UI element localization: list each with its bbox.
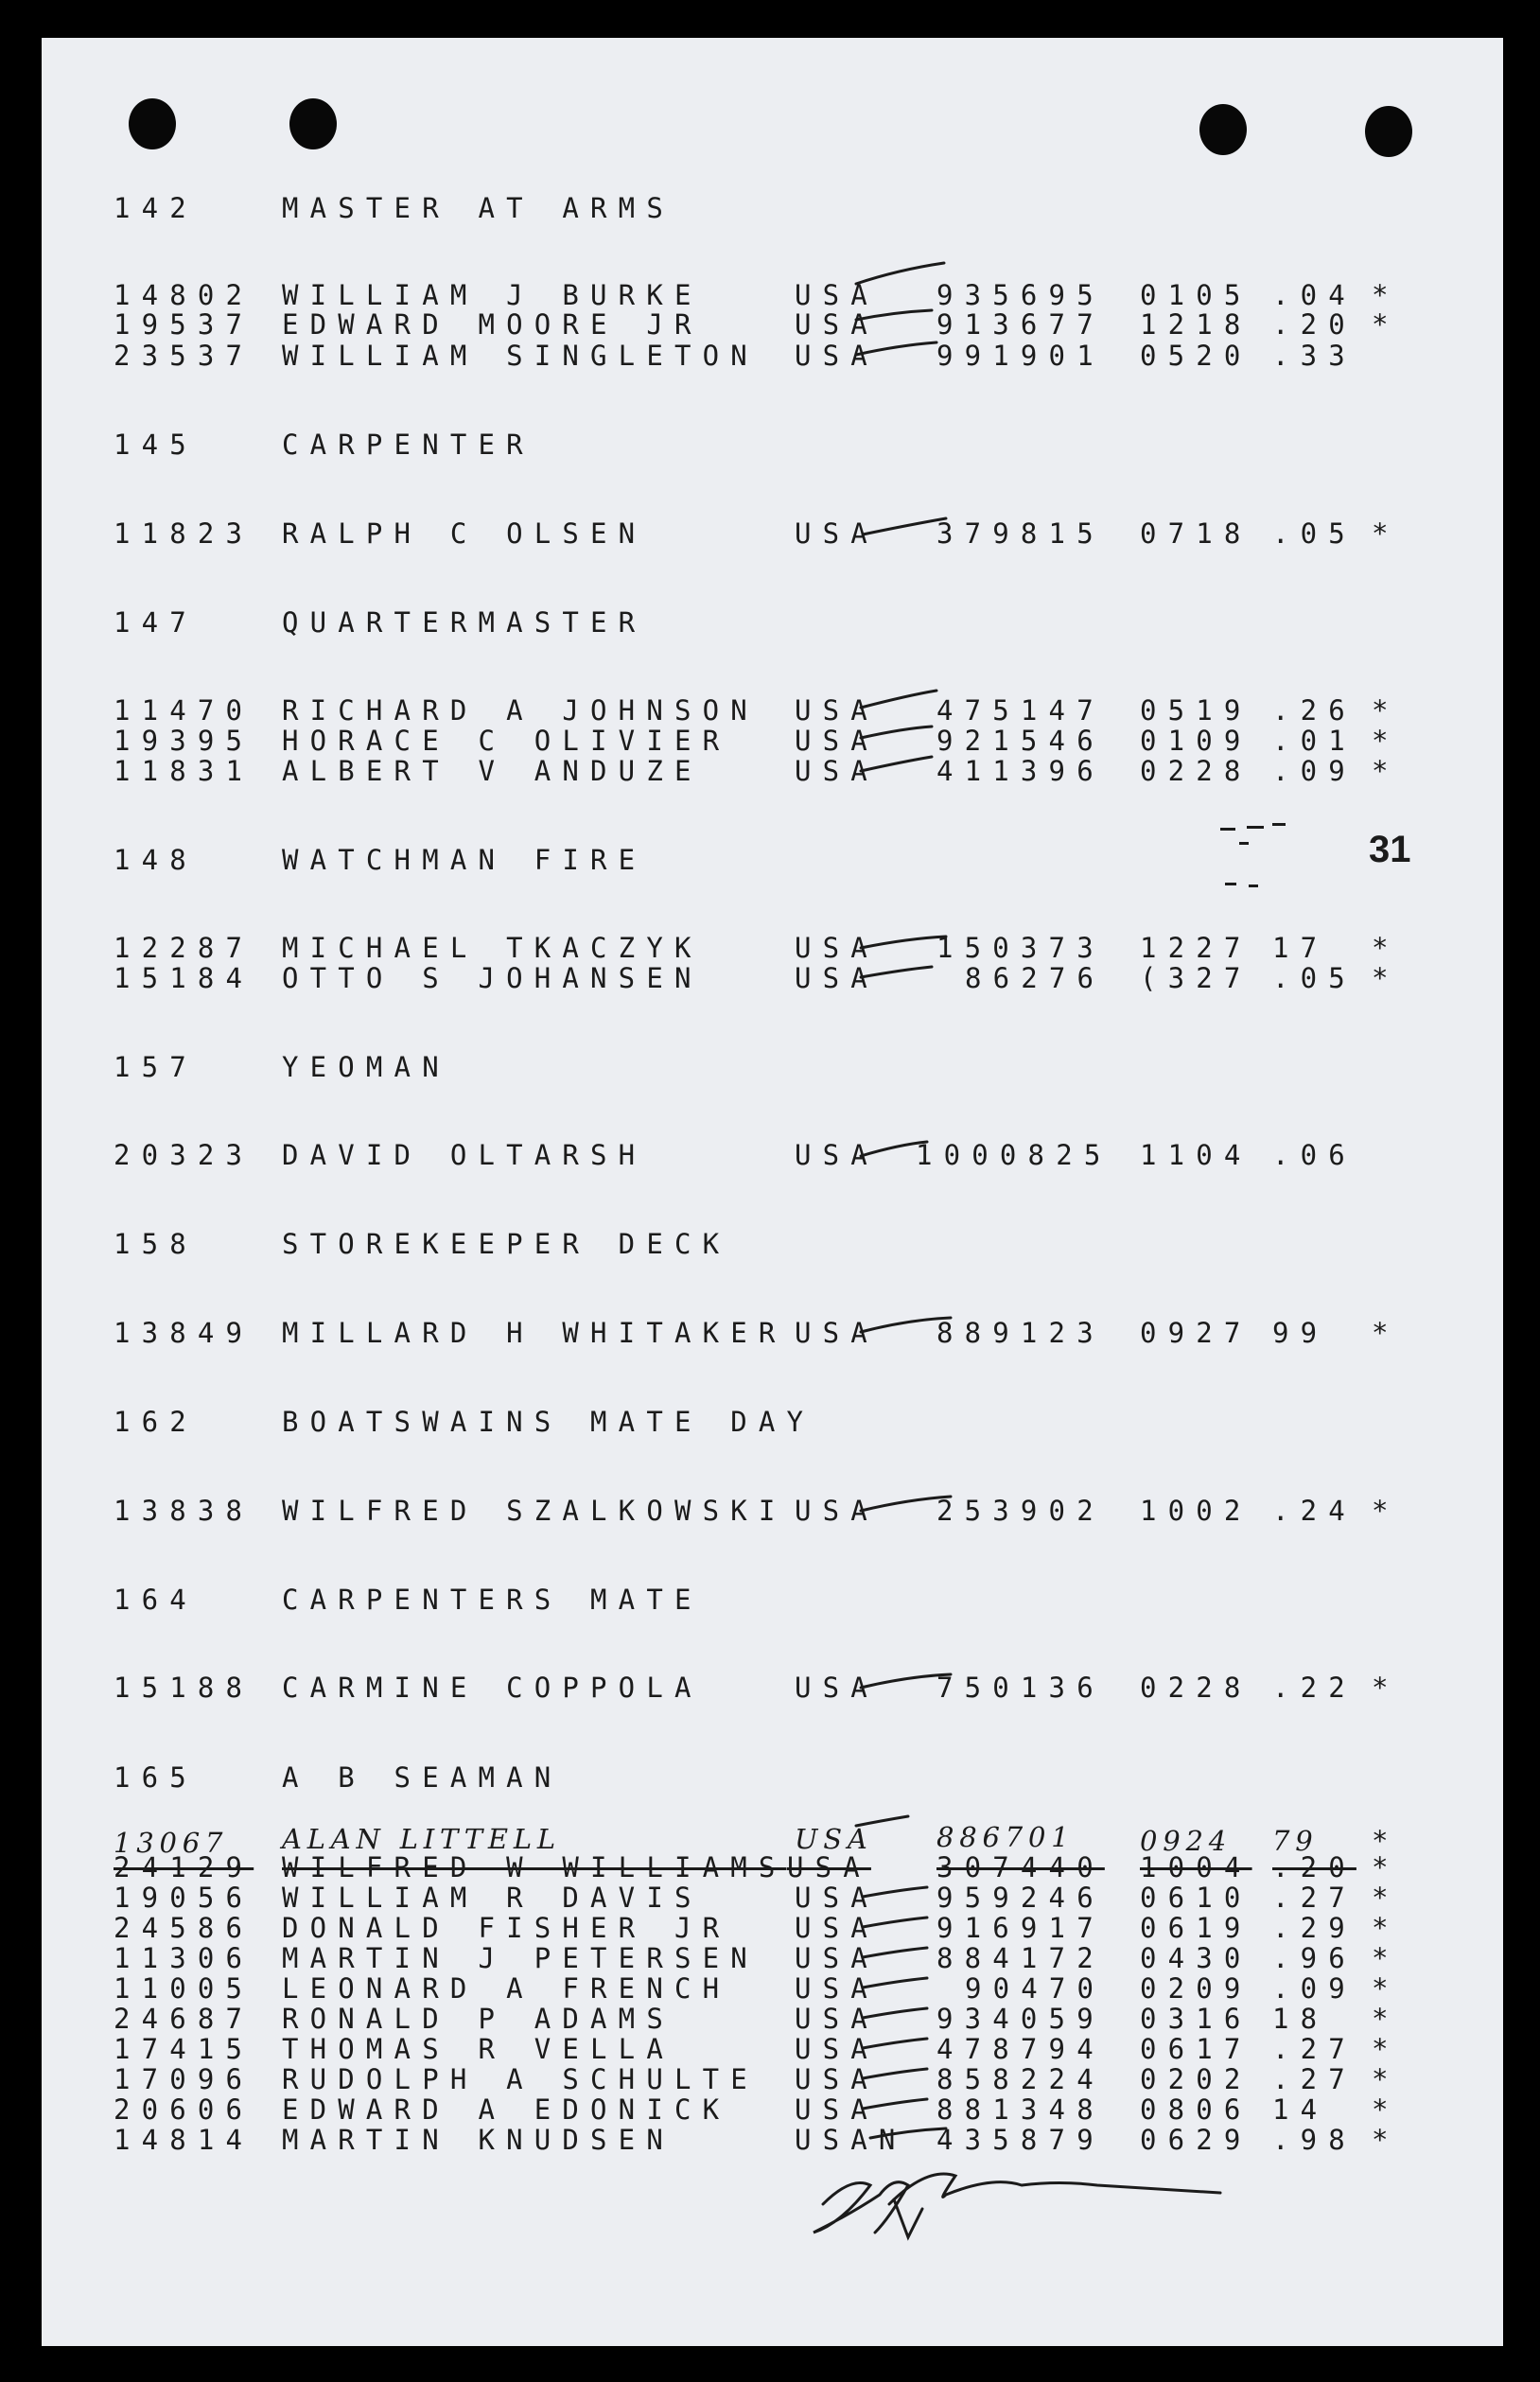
section-code: 148 (114, 844, 198, 876)
record-number: 475147 (936, 694, 1105, 727)
record-code: 0109 (1140, 725, 1252, 757)
record-code: 0430 (1140, 1942, 1252, 1974)
record-value: .22 (1272, 1672, 1356, 1704)
record-number: 90470 (965, 1972, 1106, 2005)
record-name: MARTIN J PETERSEN (282, 1942, 759, 1974)
record-name: WILLIAM SINGLETON (282, 340, 759, 372)
record-code: 0718 (1140, 517, 1252, 550)
check-mark (861, 1674, 951, 1688)
record-number: 858224 (936, 2063, 1105, 2095)
record-number: 478794 (936, 2033, 1105, 2065)
record-flag: * (1372, 725, 1389, 757)
check-mark (861, 757, 932, 771)
record-citizenship: USA (795, 2063, 879, 2095)
record-number: 86276 (965, 962, 1106, 994)
record-name: DAVID OLTARSH (282, 1139, 647, 1171)
record-name: WILFRED SZALKOWSKI (282, 1495, 787, 1527)
section-code: 145 (114, 429, 198, 461)
check-mark (863, 1948, 927, 1957)
record-flag: * (1372, 694, 1389, 727)
record-name: THOMAS R VELLA (282, 2033, 674, 2065)
record-code: 1002 (1140, 1495, 1252, 1527)
record-id: 24129 (114, 1851, 254, 1883)
record-code: 0519 (1140, 694, 1252, 727)
check-mark (870, 2128, 946, 2138)
record-name: ALBERT V ANDUZE (282, 755, 703, 787)
section-title: BOATSWAINS MATE DAY (282, 1406, 815, 1438)
record-citizenship: USA (795, 1942, 879, 1974)
record-name: WILLIAM R DAVIS (282, 1882, 703, 1914)
section-code: 142 (114, 192, 198, 224)
record-citizenship: USA (795, 2093, 879, 2126)
record-name: MILLARD H WHITAKER (282, 1317, 787, 1349)
check-mark (861, 1497, 951, 1511)
record-citizenship: USA (795, 1139, 879, 1171)
record-flag: * (1372, 962, 1389, 994)
record-number: 307440 (936, 1851, 1105, 1883)
record-citizenship: USA (795, 2033, 879, 2065)
record-citizenship: USA (795, 2003, 879, 2035)
record-value: 18 (1272, 2003, 1329, 2035)
record-flag: * (1372, 2093, 1389, 2126)
record-value: .27 (1272, 2033, 1356, 2065)
record-id: 19395 (114, 725, 254, 757)
record-name: EDWARD MOORE JR (282, 308, 703, 341)
record-number: 889123 (936, 1317, 1105, 1349)
record-id: 14814 (114, 2124, 254, 2156)
record-name: MICHAEL TKACZYK (282, 932, 703, 964)
record-citizenship: USA (795, 1972, 879, 2005)
record-number: 991901 (936, 340, 1105, 372)
record-name: RALPH C OLSEN (282, 517, 647, 550)
record-flag: * (1372, 755, 1389, 787)
check-mark (863, 1887, 927, 1897)
record-number: 150373 (936, 932, 1105, 964)
record-id: 24687 (114, 2003, 254, 2035)
record-value: .27 (1272, 2063, 1356, 2095)
check-mark (863, 1918, 927, 1927)
record-flag: * (1372, 2033, 1389, 2065)
record-value: .27 (1272, 1882, 1356, 1914)
record-name: RONALD P ADAMS (282, 2003, 674, 2035)
record-citizenship: USA (795, 1672, 879, 1704)
record-citizenship: USA (795, 517, 879, 550)
record-number: 913677 (936, 308, 1105, 341)
record-id: 14802 (114, 279, 254, 311)
record-name: ALAN LITTELL (282, 1823, 561, 1855)
record-number: 884172 (936, 1942, 1105, 1974)
record-id: 19056 (114, 1882, 254, 1914)
check-mark (863, 518, 946, 534)
record-id: 13849 (114, 1317, 254, 1349)
record-name: RICHARD A JOHNSON (282, 694, 759, 727)
record-number: 881348 (936, 2093, 1105, 2126)
signature (814, 2174, 1220, 2237)
record-value: 79 (1272, 1825, 1319, 1857)
record-value: 14 (1272, 2093, 1329, 2126)
check-mark (863, 2039, 927, 2048)
record-code: 1004 (1140, 1851, 1252, 1883)
section-title: A B SEAMAN (282, 1761, 563, 1794)
record-id: 12287 (114, 932, 254, 964)
section-title: WATCHMAN FIRE (282, 844, 647, 876)
record-id: 24586 (114, 1912, 254, 1944)
record-value: 99 (1272, 1317, 1329, 1349)
record-id: 20323 (114, 1139, 254, 1171)
record-name: LEONARD A FRENCH (282, 1972, 731, 2005)
check-mark (863, 2099, 927, 2109)
check-mark (856, 342, 936, 355)
record-id: 17415 (114, 2033, 254, 2065)
record-citizenship: USA (787, 1851, 871, 1883)
record-id: 23537 (114, 340, 254, 372)
record-flag: * (1372, 1825, 1389, 1857)
record-value: .20 (1272, 308, 1356, 341)
record-name: WILFRED W WILLIAMS (282, 1851, 787, 1883)
record-citizenship: USA (795, 725, 879, 757)
record-value: .05 (1272, 962, 1356, 994)
check-mark (861, 691, 936, 708)
record-number: 886701 (936, 1821, 1075, 1853)
record-flag: * (1372, 1882, 1389, 1914)
check-mark (863, 2008, 927, 2018)
record-citizenship: USA (795, 932, 879, 964)
record-flag: * (1372, 1495, 1389, 1527)
record-code: 0806 (1140, 2093, 1252, 2126)
record-code: 0520 (1140, 340, 1252, 372)
record-id: 11823 (114, 517, 254, 550)
record-name: WILLIAM J BURKE (282, 279, 703, 311)
stray-marks (1220, 823, 1286, 887)
section-code: 164 (114, 1584, 198, 1616)
record-code: 1227 (1140, 932, 1252, 964)
check-mark (861, 937, 946, 948)
record-citizenship: USA (795, 694, 879, 727)
section-title: STOREKEEPER DECK (282, 1228, 731, 1260)
record-flag: * (1372, 2124, 1389, 2156)
section-code: 158 (114, 1228, 198, 1260)
record-number: 435879 (936, 2124, 1105, 2156)
record-citizenship: USA (795, 308, 879, 341)
record-flag: * (1372, 1317, 1389, 1349)
record-flag: * (1372, 1851, 1389, 1883)
record-flag: * (1372, 1912, 1389, 1944)
record-flag: * (1372, 1672, 1389, 1704)
record-name: CARMINE COPPOLA (282, 1672, 703, 1704)
record-citizenship: USA (795, 1495, 879, 1527)
record-flag: * (1372, 2003, 1389, 2035)
record-citizenship: USA (795, 1317, 879, 1349)
record-code: 0105 (1140, 279, 1252, 311)
section-title: CARPENTER (282, 429, 534, 461)
record-code: 0610 (1140, 1882, 1252, 1914)
record-id: 20606 (114, 2093, 254, 2126)
record-citizenship: USA (795, 1823, 873, 1855)
record-number: 921546 (936, 725, 1105, 757)
record-flag: * (1372, 1942, 1389, 1974)
record-code: 0228 (1140, 1672, 1252, 1704)
record-value: .09 (1272, 1972, 1356, 2005)
check-mark (861, 967, 932, 977)
record-id: 17096 (114, 2063, 254, 2095)
record-id: 11831 (114, 755, 254, 787)
section-code: 147 (114, 606, 198, 639)
record-citizenship: USAN (795, 2124, 907, 2156)
record-code: 0316 (1140, 2003, 1252, 2035)
record-name: EDWARD A EDONICK (282, 2093, 731, 2126)
record-name: OTTO S JOHANSEN (282, 962, 703, 994)
record-number: 750136 (936, 1672, 1105, 1704)
record-number: 959246 (936, 1882, 1105, 1914)
record-value: .06 (1272, 1139, 1356, 1171)
record-code: 0209 (1140, 1972, 1252, 2005)
record-name: MARTIN KNUDSEN (282, 2124, 674, 2156)
check-mark (863, 2069, 927, 2078)
record-number: 411396 (936, 755, 1105, 787)
record-id: 13067 (114, 1827, 229, 1859)
record-value: .09 (1272, 755, 1356, 787)
record-citizenship: USA (795, 1882, 879, 1914)
record-code: 0617 (1140, 2033, 1252, 2065)
record-id: 13838 (114, 1495, 254, 1527)
check-mark (861, 727, 932, 738)
record-code: 0228 (1140, 755, 1252, 787)
check-mark (861, 1142, 927, 1156)
record-value: .29 (1272, 1912, 1356, 1944)
check-mark (861, 1318, 951, 1332)
record-value: .04 (1272, 279, 1356, 311)
record-code: 0202 (1140, 2063, 1252, 2095)
record-id: 15188 (114, 1672, 254, 1704)
record-code: 1218 (1140, 308, 1252, 341)
section-title: MASTER AT ARMS (282, 192, 674, 224)
record-number: 1000825 (916, 1139, 1112, 1171)
record-value: .20 (1272, 1851, 1356, 1883)
record-number: 916917 (936, 1912, 1105, 1944)
record-name: DONALD FISHER JR (282, 1912, 731, 1944)
record-code: (327 (1140, 962, 1252, 994)
section-title: CARPENTERS MATE (282, 1584, 703, 1616)
record-value: 17 (1272, 932, 1329, 964)
record-code: 0629 (1140, 2124, 1252, 2156)
record-value: .33 (1272, 340, 1356, 372)
record-citizenship: USA (795, 1912, 879, 1944)
record-value: .01 (1272, 725, 1356, 757)
record-id: 15184 (114, 962, 254, 994)
record-number: 934059 (936, 2003, 1105, 2035)
check-mark (856, 263, 944, 284)
record-id: 19537 (114, 308, 254, 341)
record-citizenship: USA (795, 755, 879, 787)
record-citizenship: USA (795, 962, 879, 994)
section-code: 157 (114, 1051, 198, 1083)
record-code: 0927 (1140, 1317, 1252, 1349)
section-title: YEOMAN (282, 1051, 450, 1083)
record-flag: * (1372, 932, 1389, 964)
record-value: .98 (1272, 2124, 1356, 2156)
check-mark (856, 310, 932, 320)
record-number: 253902 (936, 1495, 1105, 1527)
record-flag: * (1372, 279, 1389, 311)
record-code: 1104 (1140, 1139, 1252, 1171)
record-flag: * (1372, 2063, 1389, 2095)
record-name: RUDOLPH A SCHULTE (282, 2063, 759, 2095)
check-mark (863, 1978, 927, 1988)
record-citizenship: USA (795, 279, 879, 311)
record-citizenship: USA (795, 340, 879, 372)
record-flag: * (1372, 517, 1389, 550)
record-flag: * (1372, 308, 1389, 341)
record-code: 0619 (1140, 1912, 1252, 1944)
section-code: 165 (114, 1761, 198, 1794)
page-number: 31 (1369, 829, 1411, 870)
section-code: 162 (114, 1406, 198, 1438)
record-id: 11470 (114, 694, 254, 727)
record-name: HORACE C OLIVIER (282, 725, 731, 757)
record-number: 379815 (936, 517, 1105, 550)
check-mark (856, 1816, 908, 1826)
record-id: 11005 (114, 1972, 254, 2005)
record-number: 935695 (936, 279, 1105, 311)
record-code: 0924 (1140, 1825, 1233, 1857)
record-value: .24 (1272, 1495, 1356, 1527)
record-id: 11306 (114, 1942, 254, 1974)
record-value: .26 (1272, 694, 1356, 727)
record-flag: * (1372, 1972, 1389, 2005)
record-value: .05 (1272, 517, 1356, 550)
section-title: QUARTERMASTER (282, 606, 647, 639)
record-value: .96 (1272, 1942, 1356, 1974)
